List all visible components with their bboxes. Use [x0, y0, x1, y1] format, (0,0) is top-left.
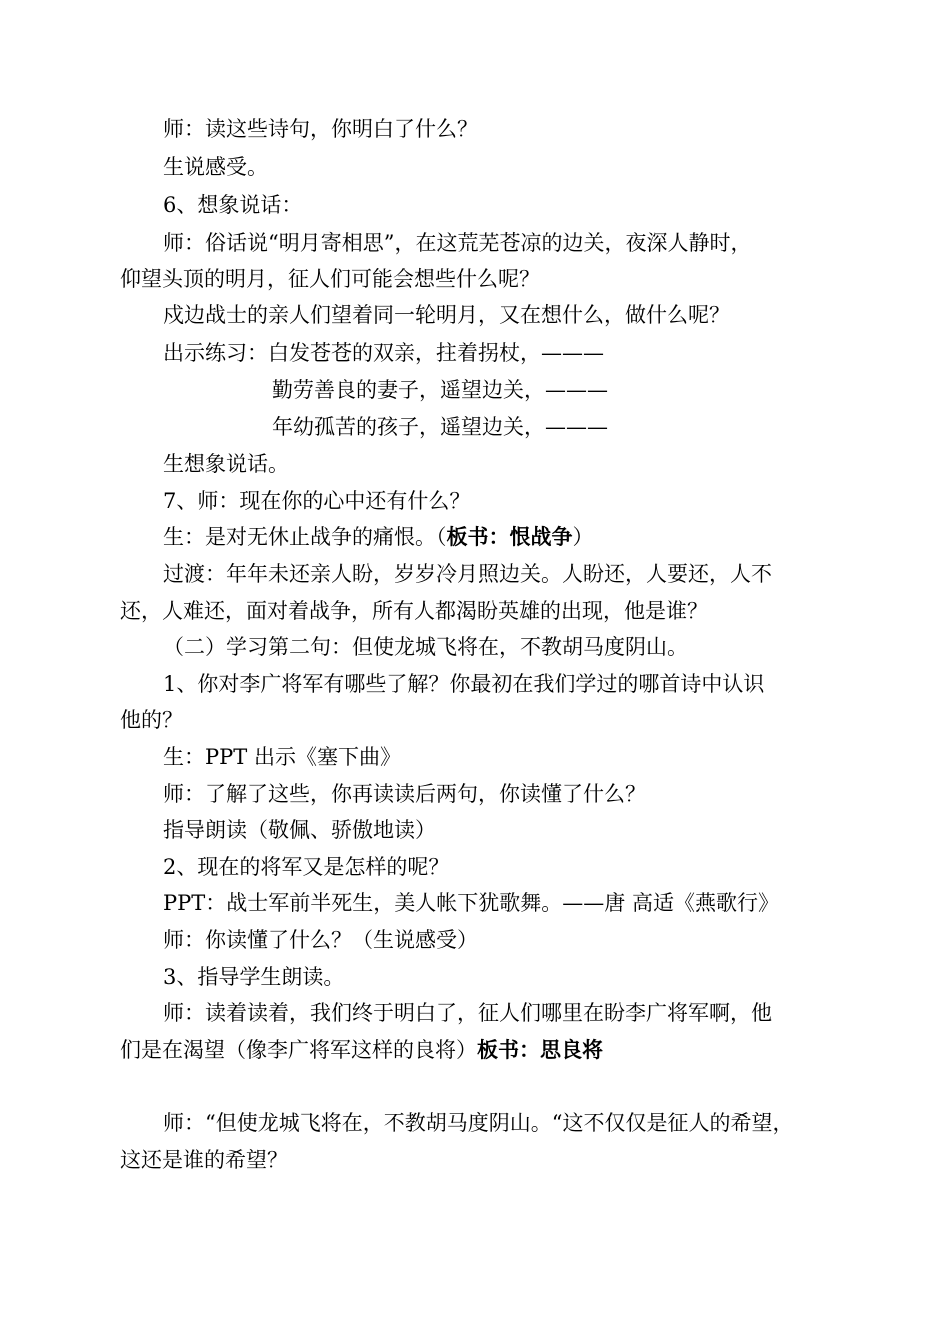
text-line: 师：你读懂了什么？（生说感受）	[163, 928, 478, 952]
text-segment: 生：是对无休止战争的痛恨。（	[163, 525, 447, 549]
text-line: 2、现在的将军又是怎样的呢？	[163, 855, 450, 879]
text-line: 出示练习：白发苍苍的双亲，拄着拐杖，———	[163, 341, 604, 365]
text-line: 年幼孤苦的孩子，遥望边关，———	[272, 415, 608, 439]
text-line: 师：“但使龙城飞将在，不教胡马度阴山。“这不仅仅是征人的希望，	[163, 1111, 794, 1135]
text-line: 1、你对李广将军有哪些了解？你最初在我们学过的哪首诗中认识	[163, 672, 765, 696]
text-line: 还，人难还，面对着战争，所有人都渴盼英雄的出现，他是谁？	[120, 599, 708, 623]
text-line: 7、师：现在你的心中还有什么？	[163, 489, 471, 513]
text-line: 师：俗话说“明月寄相思”，在这荒芜苍凉的边关，夜深人静时，	[163, 231, 752, 255]
text-line: 师：读着读着，我们终于明白了，征人们哪里在盼李广将军啊，他	[163, 1001, 772, 1025]
text-segment: 们是在渴望（像李广将军这样的良将）	[120, 1038, 477, 1062]
text-segment: ）	[572, 525, 594, 549]
text-line: 勤劳善良的妻子，遥望边关，———	[272, 378, 608, 402]
text-line: 这还是谁的希望？	[120, 1148, 288, 1172]
text-line: 生：PPT 出示《塞下曲》	[163, 745, 401, 769]
blackboard-note: 板书：思良将	[477, 1038, 603, 1062]
text-line: 生说感受。	[163, 155, 268, 179]
text-line: 指导朗读（敬佩、骄傲地读）	[163, 818, 436, 842]
text-line: 师：读这些诗句，你明白了什么？	[163, 117, 478, 141]
text-line: PPT：战士军前半死生，美人帐下犹歌舞。——唐 高适《燕歌行》	[163, 891, 779, 915]
text-line: 他的？	[120, 708, 183, 732]
text-line: 戍边战士的亲人们望着同一轮明月，又在想什么，做什么呢？	[163, 303, 730, 327]
text-line: 6、想象说话：	[163, 193, 303, 217]
text-line: 生想象说话。	[163, 452, 289, 476]
text-line: 3、指导学生朗读。	[163, 965, 345, 989]
text-line: 过渡：年年未还亲人盼，岁岁冷月照边关。人盼还，人要还，人不	[163, 562, 772, 586]
text-line	[163, 522, 594, 552]
blackboard-note: 板书：恨战争	[446, 525, 573, 549]
text-line	[120, 1035, 603, 1065]
text-line: 仰望头顶的明月，征人们可能会想些什么呢？	[120, 267, 540, 291]
text-line: 师：了解了这些，你再读读后两句，你读懂了什么？	[163, 782, 646, 806]
section-heading: （二）学习第二句：但使龙城飞将在，不教胡马度阴山。	[163, 635, 688, 659]
